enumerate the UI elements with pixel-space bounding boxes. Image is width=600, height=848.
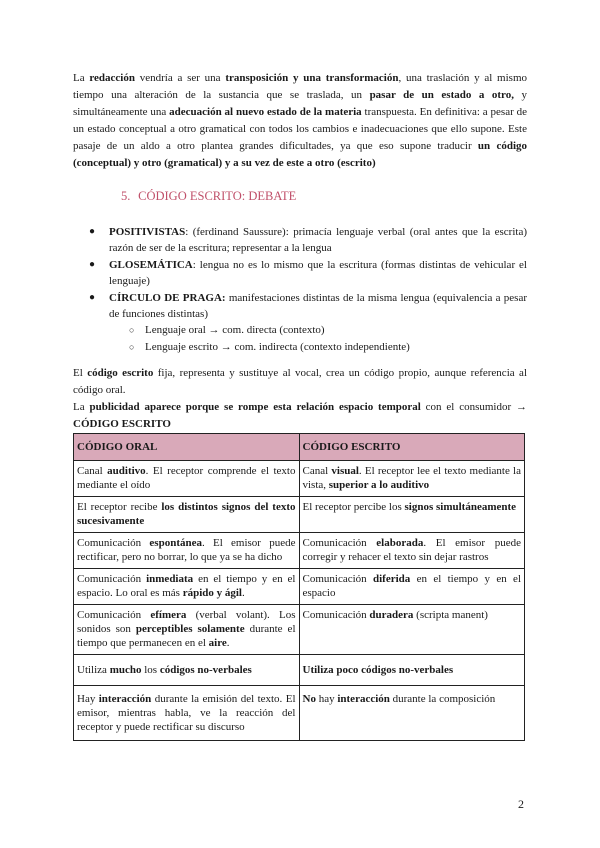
cell-oral: Comunicación espontánea. El emisor puede rectificar, pero no borrar, lo que ya se ha dicho [74,533,300,569]
cell-escrito: Canal visual. El receptor lee el texto mediante la vista, superior a lo auditivo [299,461,525,497]
table-row [74,655,525,686]
bullet-icon: ● [89,292,96,303]
cell-escrito: Utiliza poco códigos no-verbales [299,655,525,686]
cell-oral: Utiliza mucho los códigos no-verbales [74,655,300,686]
list-item: ● GLOSEMÁTICA: lengua no es lo mismo que la escritura (formas distintas de vehicular el lenguaje) [89,259,527,287]
table-row [74,569,525,605]
circle-bullet-icon: ○ [129,342,135,352]
list-item: ● CÍRCULO DE PRAGA: manifestaciones distintas de la misma lengua (equivalencia a pesar de funciones distintas) ○ Lenguaje oral → com. directa (contexto) ○ Lenguaje escrito → com. indirecta (contexto independiente) [73,290,527,356]
cell-oral: Canal auditivo. El receptor comprende el texto mediante el oído [74,461,300,497]
list-item: ● POSITIVISTAS: (ferdinand Saussure): primacía lenguaje verbal (oral antes que la escrita) razón de ser de la escritura; representar a la lengua [89,226,527,254]
intro-paragraph: La redacción vendría a ser una transposición y una transformación, una traslación y al mismo tiempo una alteración de la sustancia que se traslada, un pasar de un estado a otro, y simultáneamente una adecuación al nuevo estado de la materia transpuesta. En definitiva: a pesar de un estado conceptual a otro gramatical con todos los cambios e inadecuaciones que ello supone. Este pasaje de un aldo a otro plantea grandes dificultades, ya que eso supone traducir un código (conceptual) y otro (gramatical) y a su vez de este a otro (escrito) [73,72,527,169]
cell-oral: Comunicación inmediata en el tiempo y en el espacio. Lo oral es más rápido y ágil. [74,569,300,605]
circle-bullet-icon: ○ [129,325,135,335]
table-row [74,461,525,497]
table-header-row [74,434,525,461]
sub-list-item: ○ Lenguaje oral → com. directa (contexto) [109,322,527,339]
publicidad-paragraph: La publicidad aparece porque se rompe esta relación espacio temporal con el consumidor → CÓDIGO ESCRITO [73,401,527,430]
table-row [74,533,525,569]
cell-escrito: El receptor percibe los signos simultáneamente [299,497,525,533]
cell-oral: Comunicación efímera (verbal volant). Los sonidos son perceptibles solamente durante el tiempo que permanecen en el aire. [74,605,300,655]
codigo-escrito-paragraph: El código escrito fija, representa y sustituye al vocal, crea un código propio, aunque referencia al código oral. [73,367,527,396]
cell-oral: Hay interacción durante la emisión del texto. El emisor, mientras habla, ve la reacción del receptor y puede rectificar su discurso [74,686,300,741]
header-codigo-oral: CÓDIGO ORAL [74,434,300,461]
comparison-table [73,433,525,741]
document-page [73,70,527,741]
page-number: 2 [518,797,524,811]
sub-list-item: ○ Lenguaje escrito → com. indirecta (contexto independiente) [109,339,527,356]
section-heading: 5. CÓDIGO ESCRITO: DEBATE [121,189,297,203]
table-row [74,605,525,655]
table-row [74,686,525,741]
header-codigo-escrito: CÓDIGO ESCRITO [299,434,525,461]
bullet-icon: ● [89,259,96,270]
cell-escrito: Comunicación duradera (scripta manent) [299,605,525,655]
cell-oral: El receptor recibe los distintos signos del texto sucesivamente [74,497,300,533]
bullet-list [73,224,527,356]
sub-bullet-list [109,322,527,356]
bullet-icon: ● [89,226,96,237]
table-row [74,497,525,533]
cell-escrito: Comunicación elaborada. El emisor puede corregir y rehacer el texto sin dejar rastros [299,533,525,569]
cell-escrito: Comunicación diferida en el tiempo y en el espacio [299,569,525,605]
cell-escrito: No hay interacción durante la composición [299,686,525,741]
